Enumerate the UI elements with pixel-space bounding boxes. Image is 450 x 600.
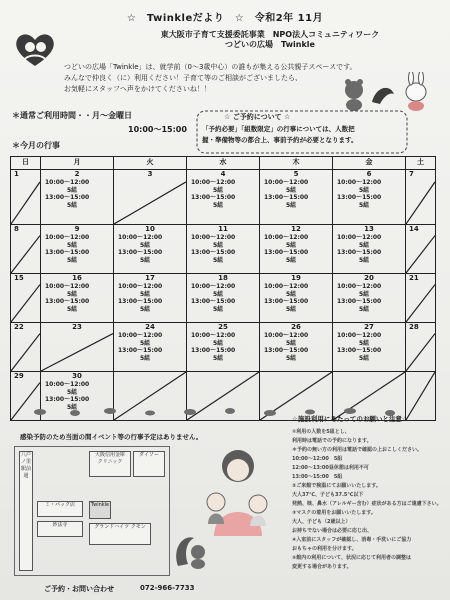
slot-capacity: 5組 [140,241,151,249]
map-mart: ミ・パック店 [37,501,83,517]
calendar-day-cell [41,323,114,372]
calendar-day-cell [406,225,436,274]
slot-capacity: 5組 [67,201,78,209]
closed-day-line [406,285,435,322]
time-slot: 13:00～15:00 [191,347,236,354]
calendar-day-cell [187,170,260,225]
time-slot: 13:00～15:00 [264,298,309,305]
mother-children-illustration-icon [196,444,280,540]
slot-capacity: 5組 [359,339,370,347]
map-bank-label: 大阪信用金庫 [94,452,125,458]
map-clinic-label: クリニック [97,459,123,465]
rules-line: おもちゃの利用を分けます。 [292,546,357,552]
time-slot: 13:00～15:00 [337,298,382,305]
slot-capacity: 5組 [140,305,151,313]
time-slot: 10:00～12:00 [264,179,309,186]
closed-day-line [406,334,435,371]
day-number: 27 [364,323,374,331]
calendar-cell-body [41,274,113,322]
calendar-day-cell [41,274,114,323]
calendar-cell-body [333,170,405,224]
time-slot: 10:00～12:00 [264,283,309,290]
time-slot: 10:00～12:00 [337,179,382,186]
reservation-body [202,124,402,146]
slot-capacity: 5組 [213,201,224,209]
rules-line: 大人、子ども（2歳以上） [292,519,351,525]
event-notice: 感染予防のため当面の間イベント等の行事予定はありません。 [20,433,203,441]
day-number: 25 [218,323,228,331]
day-number: 26 [291,323,301,331]
time-slot: 10:00～12:00 [118,234,163,241]
closed-day-line [41,334,113,371]
map-temple: 妙法寺 [37,521,83,537]
squirrel-icon [172,530,212,570]
rules-line: 発熱、咳、鼻水（アレルギー含む）症状がある方はご遠慮下さい。 [292,501,442,507]
weekday-header: 日 [11,157,41,170]
closed-day-line [11,334,40,371]
slot-capacity: 5組 [67,256,78,264]
time-slot: 13:00～15:00 [118,249,163,256]
calendar-cell-body [41,170,113,224]
day-number: 22 [14,323,24,331]
calendar-cell-body [260,225,332,273]
time-slot: 13:00～15:00 [264,249,309,256]
closed-day-line [114,182,186,224]
time-slot: 10:00～12:00 [191,179,236,186]
weekday-header: 木 [260,157,333,170]
calendar-cell-body [114,323,186,371]
time-slot: 13:00～15:00 [337,347,382,354]
calendar-cell-body [187,274,259,322]
slot-capacity: 5組 [213,241,224,249]
day-number: 8 [14,225,19,233]
day-number: 5 [293,170,299,178]
time-slot: 10:00～12:00 [264,234,309,241]
time-slot: 10:00～12:00 [191,234,236,241]
calendar-week-row [11,170,436,225]
time-slot: 13:00～15:00 [45,298,90,305]
day-number: 1 [14,170,19,178]
day-number: 28 [409,323,419,331]
contact-phone: 072-966-7733 [140,584,195,592]
calendar-day-cell [333,170,406,225]
calendar-day-cell [11,225,41,274]
day-number: 12 [291,225,301,233]
calendar-day-cell [333,323,406,372]
calendar-day-cell [187,274,260,323]
time-slot: 10:00～12:00 [118,283,163,290]
calendar-cell-body [406,225,435,273]
rules-line: 10:00～12:00 5組 [292,456,343,462]
calendar-day-cell [11,170,41,225]
map-twinkle: Twinkle [89,501,111,519]
calendar-day-cell [260,274,333,323]
calendar-day-cell [406,170,436,225]
access-map [14,446,170,576]
closed-day-line [11,236,40,273]
rules-line: 13:00～15:00 5組 [292,474,343,480]
closed-day-line [406,236,435,273]
time-slot: 10:00～12:00 [337,332,382,339]
slot-capacity: 5組 [359,305,370,313]
day-number: 10 [145,225,155,233]
slot-capacity: 5組 [286,305,297,313]
events-label: ＊今月の行事 [12,141,60,150]
calendar-cell-body [11,170,40,224]
day-number: 21 [409,274,419,282]
heart-logo-icon [14,32,56,68]
calendar-day-cell [260,170,333,225]
calendar-week-row [11,323,436,372]
day-number: 11 [218,225,228,233]
page-title: ☆ Twinkleだより ☆ 令和2年 11月 [126,13,324,24]
calendar-day-cell [406,274,436,323]
weekday-header: 火 [114,157,187,170]
calendar-day-cell [260,323,333,372]
slot-capacity: 5組 [359,201,370,209]
calendar-cell-body [11,323,40,371]
hours-label: ＊通常ご利用時間・・月～金曜日 [12,111,132,120]
rules-line: ①利用の人数を5組とし、 [292,429,350,435]
rules-line: お持ちでない場合は必要に応じ出、 [292,528,372,534]
calendar-cell-body [11,225,40,273]
time-slot: 13:00～15:00 [45,249,90,256]
slot-capacity: 5組 [286,201,297,209]
calendar-cell-body [260,274,332,322]
time-slot: 13:00～15:00 [45,194,90,201]
org-line-1: 東大阪市子育て支援委託事業 NPO法人コミュニティワーク [160,30,380,39]
day-number: 23 [72,323,82,331]
slot-capacity: 5組 [359,241,370,249]
time-slot: 10:00～12:00 [191,283,236,290]
day-number: 13 [364,225,374,233]
closed-day-mark [406,323,435,371]
rules-line: 変更する場合があります。 [292,564,352,570]
day-number: 14 [409,225,419,233]
rules-title: ☆施設利用にあたってのお願いと注意☆ [292,415,408,423]
slot-capacity: 5組 [67,388,78,396]
day-number: 9 [74,225,80,233]
weekday-header: 土 [406,157,436,170]
calendar-day-cell [41,225,114,274]
map-road: 八戸ノ里駅前通 [19,451,33,571]
intro-line-3: お気軽にスタッフへ声をかけてくださいね！！ [64,85,211,93]
day-number: 16 [72,274,82,282]
slot-capacity: 5組 [359,256,370,264]
time-slot: 13:00～15:00 [191,249,236,256]
rules-list [292,428,448,572]
map-building: グランドハイツ クモン [89,523,151,545]
reservation-line-1: 「予約必要」「組数限定」の行事については、人数把 [202,125,355,133]
calendar-day-cell [114,323,187,372]
calendar-cell-body [333,323,405,371]
slot-capacity: 5組 [359,186,370,194]
rules-line: 12:00～13:00昼休憩は利用不可 [292,465,369,471]
calendar-cell-body [114,170,186,224]
time-slot: 10:00～12:00 [118,332,163,339]
slot-capacity: 5組 [213,305,224,313]
calendar-cell-body [114,225,186,273]
slot-capacity: 5組 [286,186,297,194]
org-line-2: つどいの広場 Twinkle [225,40,315,49]
time-slot: 10:00～12:00 [191,332,236,339]
slot-capacity: 5組 [213,339,224,347]
intro-line-2: みんなで仲良く（に）利用ください！子育て等のご相談がございましたら、 [64,74,302,82]
calendar-day-cell [11,323,41,372]
slot-capacity: 5組 [67,290,78,298]
weekday-header: 金 [333,157,406,170]
slot-capacity: 5組 [67,241,78,249]
slot-capacity: 5組 [286,290,297,298]
calendar-day-cell [260,225,333,274]
rules-line: ＊予約の無い方の利用は電話で確認の上おこしください。 [292,447,423,453]
calendar-day-cell [41,170,114,225]
rules-line: 利用時は電話での予約になります。 [292,438,372,444]
closed-day-mark [11,225,40,273]
day-number: 6 [366,170,372,178]
time-slot: 10:00～12:00 [337,234,382,241]
reservation-line-2: 握・準備物等の都合上、事前予約が必要となります。 [202,136,358,144]
day-number: 2 [74,170,80,178]
closed-day-mark [406,170,435,224]
time-slot: 13:00～15:00 [45,396,90,403]
slot-capacity: 5組 [286,339,297,347]
calendar-day-cell [11,274,41,323]
day-number: 30 [72,372,82,380]
organization-heading [100,30,440,50]
day-number: 3 [147,170,153,178]
calendar-day-cell [187,225,260,274]
slot-capacity: 5組 [67,403,78,411]
slot-capacity: 5組 [359,290,370,298]
day-number: 15 [14,274,24,282]
slot-capacity: 5組 [359,354,370,362]
map-shop: ダイソー [133,451,165,477]
day-number: 20 [364,274,374,282]
day-number: 7 [409,170,414,178]
event-calendar [10,156,436,421]
closed-day-mark [11,323,40,371]
closed-day-line [406,182,435,224]
calendar-cell-body [187,225,259,273]
rules-line: ③マスクの着用をお願いいたします。 [292,510,376,516]
calendar-cell-body [333,274,405,322]
reservation-title: ☆ ご予約について ☆ [224,113,291,121]
calendar-cell-body [260,170,332,224]
animal-illustration-icon [340,72,440,112]
intro-line-1: つどいの広場「Twinkle」は、就学前（0～3歳中心）の誰もが集える公共親子スペースです。 [64,63,357,71]
calendar-day-cell [333,274,406,323]
slot-capacity: 5組 [140,290,151,298]
time-slot: 10:00～12:00 [264,332,309,339]
day-number: 29 [14,372,24,380]
day-number: 17 [145,274,155,282]
calendar-cell-body [41,225,113,273]
calendar-day-cell [333,225,406,274]
rules-line: ④入室前にスタッフが確認し、消毒・手洗いにご協力 [292,537,412,543]
slot-capacity: 5組 [67,305,78,313]
intro-text [64,62,384,95]
time-slot: 13:00～15:00 [191,194,236,201]
closed-day-mark [406,225,435,273]
weekday-header: 水 [187,157,260,170]
calendar-day-cell [114,225,187,274]
slot-capacity: 5組 [140,339,151,347]
slot-capacity: 5組 [286,256,297,264]
rules-line: 大人37℃、子ども37.5℃以下 [292,492,364,498]
slot-capacity: 5組 [213,290,224,298]
time-slot: 13:00～15:00 [337,194,382,201]
day-number: 19 [291,274,301,282]
calendar-cell-body [11,274,40,322]
time-slot: 13:00～15:00 [191,298,236,305]
calendar-cell-body [114,274,186,322]
slot-capacity: 5組 [140,256,151,264]
day-number: 18 [218,274,228,282]
calendar-cell-body [187,323,259,371]
day-number: 4 [220,170,226,178]
rules-line: ⑤館内の利用について、状況に応じて利用者の調整は [292,555,412,561]
closed-day-mark [406,274,435,322]
time-slot: 13:00～15:00 [337,249,382,256]
calendar-day-cell [114,170,187,225]
time-slot: 13:00～15:00 [264,194,309,201]
closed-day-mark [114,170,186,224]
time-slot: 13:00～15:00 [118,298,163,305]
closed-day-line [11,285,40,322]
time-slot: 10:00～12:00 [45,179,90,186]
time-slot: 10:00～12:00 [45,381,90,388]
calendar-day-cell [114,274,187,323]
hours-time: 10:00～15:00 [128,125,187,134]
closed-day-mark [41,323,113,371]
calendar-cell-body [406,170,435,224]
time-slot: 10:00～12:00 [45,234,90,241]
time-slot: 13:00～15:00 [118,347,163,354]
calendar-week-row [11,225,436,274]
calendar-cell-body [187,170,259,224]
calendar-cell-body [333,225,405,273]
calendar-cell-body [260,323,332,371]
calendar-day-cell [406,323,436,372]
time-slot: 10:00～12:00 [337,283,382,290]
calendar-cell-body [41,323,113,371]
contact-label: ご予約・お問い合わせ [44,585,114,593]
slot-capacity: 5組 [213,354,224,362]
slot-capacity: 5組 [67,186,78,194]
time-slot: 10:00～12:00 [45,283,90,290]
weekday-header: 月 [41,157,114,170]
calendar-week-row [11,274,436,323]
time-slot: 13:00～15:00 [264,347,309,354]
calendar-cell-body [406,274,435,322]
calendar-header-row [11,157,436,170]
calendar-day-cell [187,323,260,372]
slot-capacity: 5組 [213,186,224,194]
map-bank [89,451,131,477]
closed-day-line [11,182,40,224]
closed-day-mark [11,274,40,322]
slot-capacity: 5組 [286,241,297,249]
slot-capacity: 5組 [286,354,297,362]
rules-line: ②ご来館で検温にてお願いいたします。 [292,483,381,489]
slot-capacity: 5組 [140,354,151,362]
calendar-cell-body [406,323,435,371]
slot-capacity: 5組 [213,256,224,264]
closed-day-mark [11,170,40,224]
day-number: 24 [145,323,155,331]
